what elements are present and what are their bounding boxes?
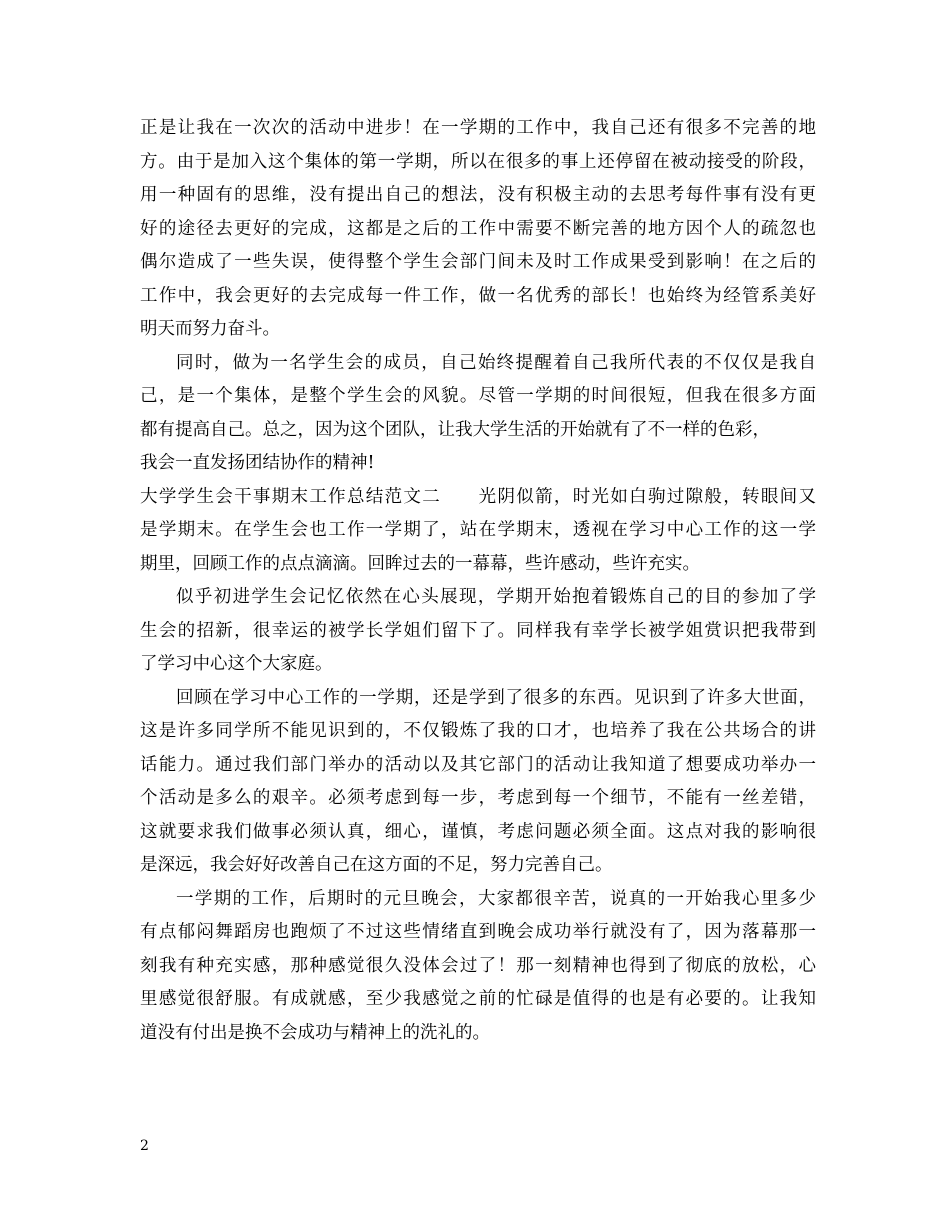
text-line: 这就要求我们做事必须认真，细心，谨慎，考虑问题必须全面。这点对我的影响很 [140, 821, 816, 842]
text-line: 一学期的工作，后期时的元旦晚会，大家都很辛苦，说真的一开始我心里多少 [176, 888, 816, 909]
text-line: 工作中，我会更好的去完成每一件工作，做一名优秀的部长！也始终为经管系美好 [140, 285, 816, 306]
text-line: 话能力。通过我们部门举办的活动以及其它部门的活动让我知道了想要成功举办一 [140, 754, 816, 775]
document-body [140, 112, 816, 1050]
text-line: 都有提高自己。总之，因为这个团队，让我大学生活的开始就有了不一样的色彩， [140, 419, 770, 440]
text-line: 同时，做为一名学生会的成员，自己始终提醒着自己我所代表的不仅仅是我自 [176, 352, 816, 373]
text-line: 我会一直发扬团结协作的精神! [140, 453, 375, 473]
text-line: 用一种固有的思维，没有提出自己的想法，没有积极主动的去思考每件事有没有更 [140, 185, 816, 205]
page-number: 2 [140, 1138, 149, 1154]
text-line: 偶尔造成了一些失误，使得整个学生会部门间未及时工作成果受到影响！在之后的 [140, 252, 816, 272]
text-line: 正是让我在一次次的活动中进步！在一学期的工作中，我自己还有很多不完善的地 [140, 118, 816, 138]
text-line: 有点郁闷舞蹈房也跑烦了不过这些情绪直到晚会成功举行就没有了，因为落幕那一 [140, 922, 816, 942]
text-line: 这是许多同学所不能见识到的，不仅锻炼了我的口才，也培养了我在公共场合的讲 [140, 721, 816, 741]
text-line: 生会的招新，很幸运的被学长学姐们留下了。同样我有幸学长被学姐赏识把我带到 [140, 620, 816, 641]
text-line: 了学习中心这个大家庭。 [140, 654, 333, 674]
text-line: 是深远，我会好好改善自己在这方面的不足，努力完善自己。 [140, 855, 613, 875]
text-line: 里感觉很舒服。有成就感，至少我感觉之前的忙碌是值得的也是有必要的。让我知 [140, 989, 816, 1009]
text-line: 回顾在学习中心工作的一学期，还是学到了很多的东西。见识到了许多大世面， [176, 687, 816, 708]
text-line: 是学期末。在学生会也工作一学期了，站在学期末，透视在学习中心工作的这一学 [140, 520, 816, 540]
text-line: 道没有付出是换不会成功与精神上的洗礼的。 [140, 1022, 490, 1043]
text-line: 方。由于是加入这个集体的第一学期，所以在很多的事上还停留在被动接受的阶段， [140, 151, 816, 172]
text-line: 刻我有种充实感，那种感觉很久没体会过了！那一刻精神也得到了彻底的放松，心 [140, 955, 816, 976]
text-line: 好的途径去更好的完成，这都是之后的工作中需要不断完善的地方因个人的疏忽也 [140, 218, 816, 239]
text-line: 明天而努力奋斗。 [140, 319, 280, 339]
text-line: 个活动是多么的艰辛。必须考虑到每一步，考虑到每一个细节，不能有一丝差错， [140, 788, 816, 808]
text-line: 大学学生会干事期末工作总结范文二 光阴似箭，时光如白驹过隙般，转眼间又 [140, 486, 816, 507]
text-line: 己，是一个集体，是整个学生会的风貌。尽管一学期的时间很短，但我在很多方面 [140, 386, 816, 406]
text-line: 期里，回顾工作的点点滴滴。回眸过去的一幕幕，些许感动，些许充实。 [140, 553, 700, 574]
text-line: 似乎初进学生会记忆依然在心头展现，学期开始抱着锻炼自己的目的参加了学 [176, 587, 816, 607]
